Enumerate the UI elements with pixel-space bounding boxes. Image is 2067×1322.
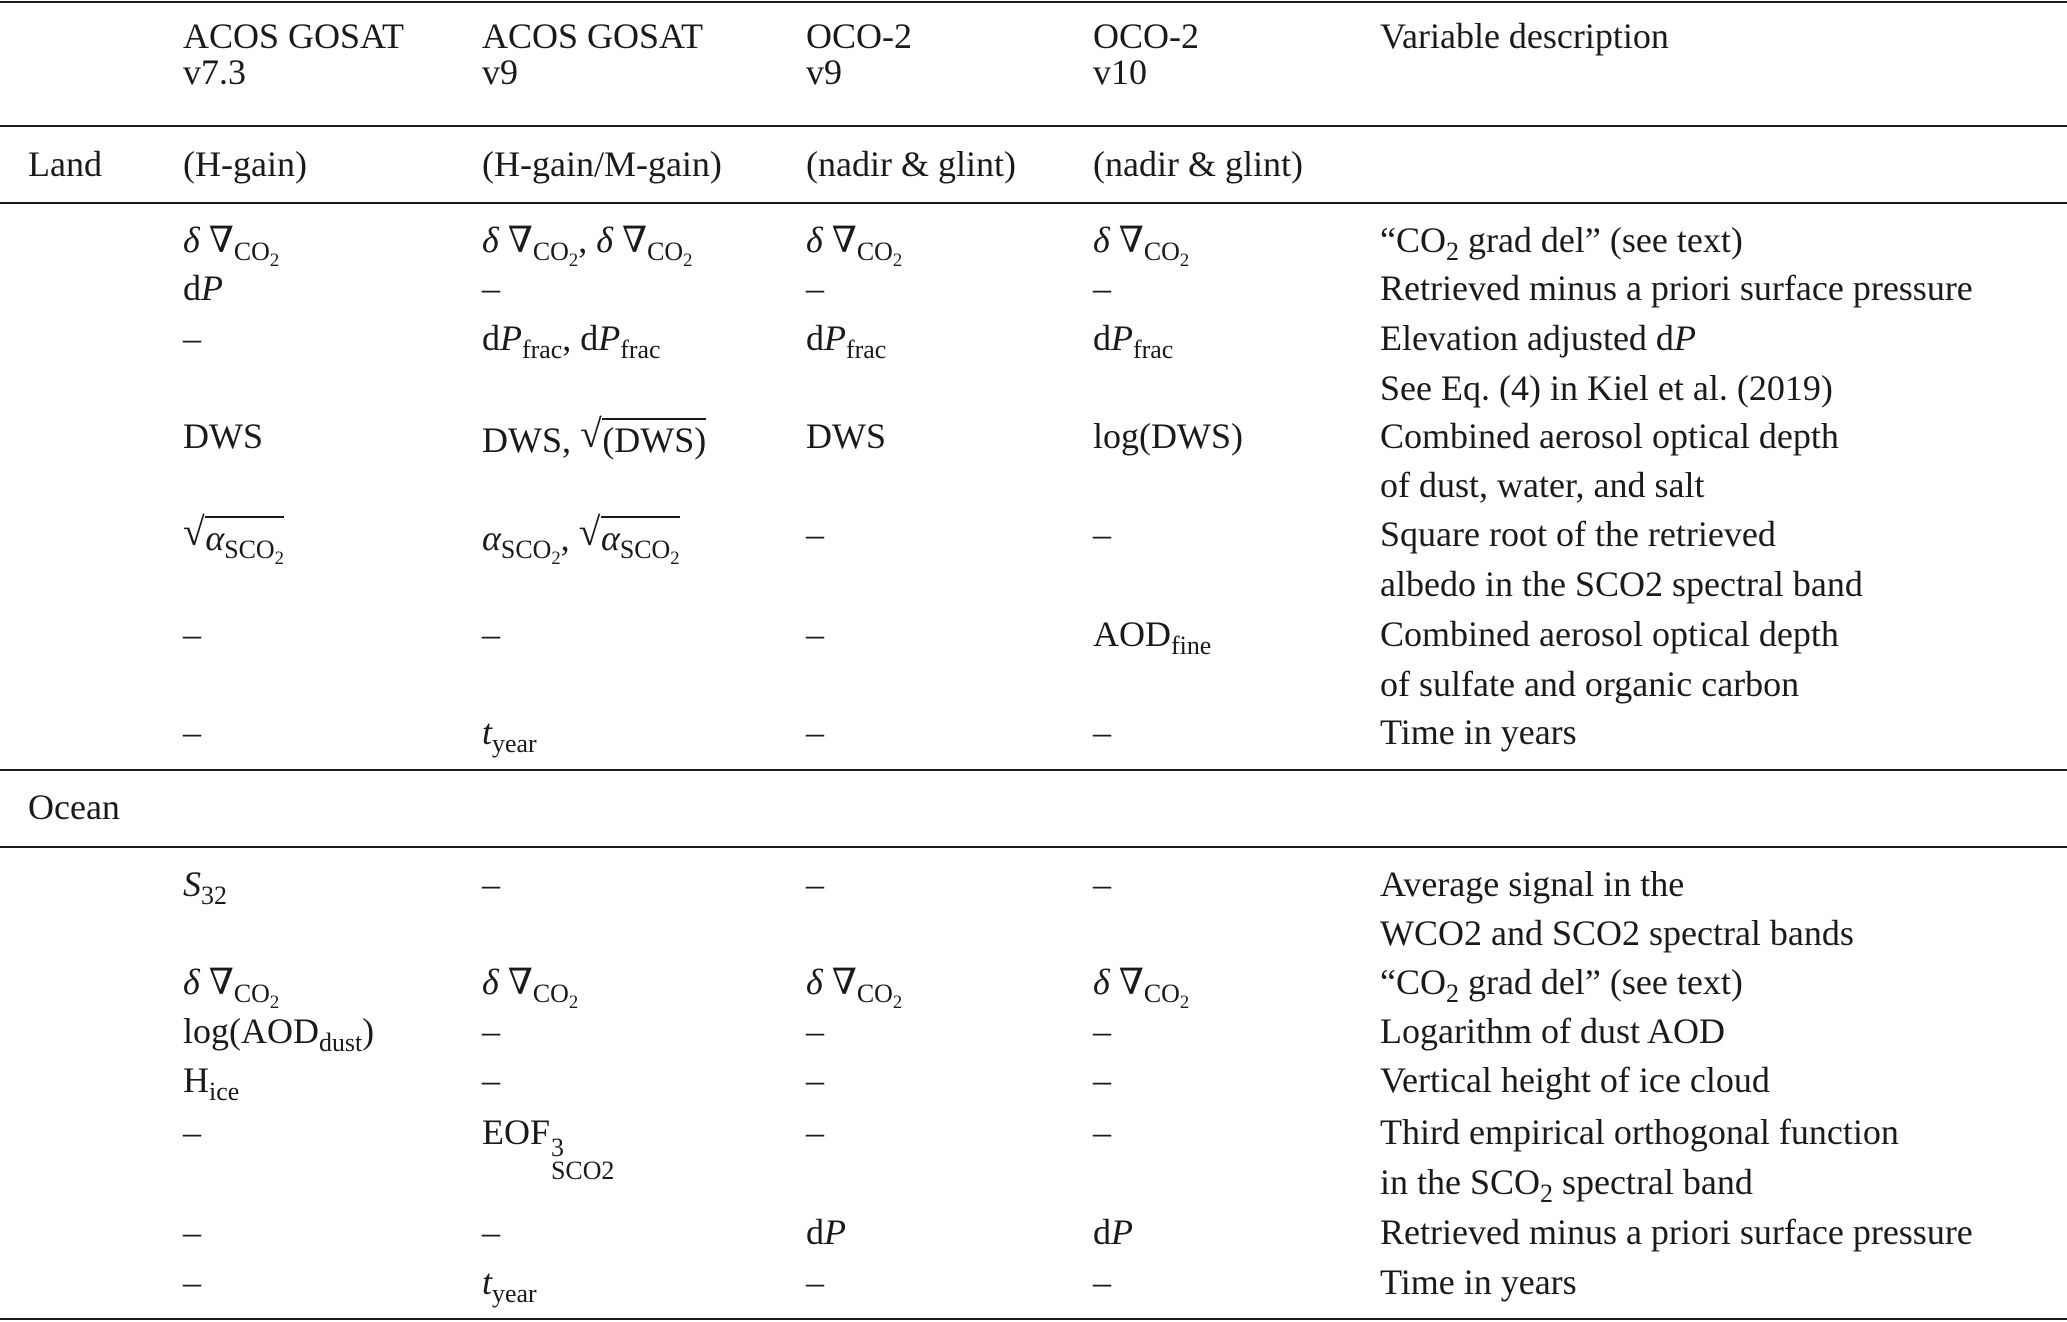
land-desc-co2-grad-del: “$CO_2$ grad del” (see text) [1380,220,1743,267]
header-acos-v9: ACOS GOSAT v9 [482,16,704,92]
ocean-delta-grad-oco2-v10: δ $\nabla_{CO_2}$ [1093,962,1190,1014]
ocean-hice-oco2-v9: – [806,1060,824,1100]
land-delta-grad-oco2-v10: δ $\nabla_{CO_2}$ [1093,220,1190,272]
ocean-dp-acos-v73: – [183,1212,201,1252]
ocean-desc-h-ice: Vertical height of ice cloud [1380,1060,1770,1100]
ocean-s32-oco2-v10: – [1093,864,1111,904]
land-dp-acos-v73: dP [183,268,223,308]
land-aodfine-acos-v73: – [183,614,201,654]
ocean-dp-oco2-v10: dP [1093,1212,1133,1252]
ocean-s32-acos-v73: $S_{32}$ [183,864,227,911]
ocean-delta-grad-acos-v9: δ $\nabla_{CO_2}$ [482,962,579,1014]
header-rule [0,125,2067,127]
land-albedo-oco2-v10: – [1093,514,1111,554]
ocean-delta-grad-acos-v73: δ $\nabla_{CO_2}$ [183,962,280,1014]
land-aodfine-oco2-v9: – [806,614,824,654]
ocean-eof-acos-v9: EOF 3 SCO2 [482,1112,615,1185]
land-dp-oco2-v9: – [806,268,824,308]
land-dws-acos-v9: DWS, √ (DWS) [482,411,707,460]
ocean-dp-acos-v9: – [482,1212,500,1252]
ocean-hice-acos-v73: $H_{ice}$ [183,1060,240,1107]
land-tyear-oco2-v9: – [806,712,824,752]
land-desc-dpfrac-2: See Eq. (4) in Kiel et al. (2019) [1380,368,1833,408]
land-mode-oco2-v9: (nadir & glint) [806,144,1016,184]
ocean-s32-acos-v9: – [482,864,500,904]
ocean-tyear-oco2-v9: – [806,1262,824,1302]
land-mode-acos-v9: (H-gain/M-gain) [482,144,722,184]
land-desc-dws-1: Combined aerosol optical depth [1380,416,1839,456]
land-desc-dp: Retrieved minus a priori surface pressure [1380,268,1973,308]
section-land-label: Land [28,144,102,184]
ocean-desc-eof-2: in the $SCO_2$ spectral band [1380,1162,1753,1209]
header-oco2-v9: OCO-2 v9 [806,16,912,92]
land-dws-oco2-v10: log(DWS) [1093,416,1243,456]
land-aodfine-oco2-v10: $AOD_{fine}$ [1093,614,1212,661]
header-acos-v73: ACOS GOSAT v7.3 [183,16,405,92]
land-dp-oco2-v10: – [1093,268,1111,308]
ocean-desc-s32-2: WCO2 and SCO2 spectral bands [1380,913,1854,953]
land-tyear-acos-v9: $t_{year}$ [482,712,537,759]
ocean-desc-tyear: Time in years [1380,1262,1577,1302]
top-rule [0,1,2067,3]
land-dws-acos-v73: DWS [183,416,263,456]
land-dpfrac-acos-v73: – [183,318,201,358]
land-aodfine-acos-v9: – [482,614,500,654]
land-dpfrac-oco2-v10: $dP_{frac}$ [1093,318,1174,365]
ocean-aoddust-oco2-v10: – [1093,1011,1111,1051]
ocean-desc-log-aod-dust: Logarithm of dust AOD [1380,1011,1725,1051]
land-desc-tyear: Time in years [1380,712,1577,752]
bottom-rule [0,1318,2067,1320]
land-dp-acos-v9: – [482,268,500,308]
land-albedo-acos-v73: √ $\alpha_{SCO_2}$ [183,509,284,570]
land-mode-acos-v73: (H-gain) [183,144,307,184]
ocean-rule [0,846,2067,848]
ocean-hice-acos-v9: – [482,1060,500,1100]
land-albedo-acos-v9: $\alpha_{SCO_2}$, √ $\alpha_{SCO_2}$ [482,509,680,570]
land-delta-grad-acos-v9: δ $\nabla_{CO_2}$, δ $\nabla_{CO_2}$ [482,220,693,272]
ocean-eof-oco2-v9: – [806,1112,824,1152]
ocean-tyear-acos-v73: – [183,1262,201,1302]
ocean-delta-grad-oco2-v9: δ $\nabla_{CO_2}$ [806,962,903,1014]
land-albedo-oco2-v9: – [806,514,824,554]
ocean-aoddust-acos-v73: $\log(AOD_{dust})$ [183,1011,375,1058]
land-rule [0,202,2067,204]
ocean-desc-s32-1: Average signal in the [1380,864,1685,904]
land-tyear-oco2-v10: – [1093,712,1111,752]
land-end-rule [0,769,2067,771]
header-variable-description: Variable description [1380,16,1669,56]
section-ocean-label: Ocean [28,787,120,827]
land-delta-grad-acos-v73: δ $\nabla_{CO_2}$ [183,220,280,272]
ocean-tyear-acos-v9: $t_{year}$ [482,1262,537,1309]
land-desc-albedo-2: albedo in the SCO2 spectral band [1380,564,1863,604]
ocean-eof-oco2-v10: – [1093,1112,1111,1152]
ocean-desc-dp: Retrieved minus a priori surface pressure [1380,1212,1973,1252]
ocean-hice-oco2-v10: – [1093,1060,1111,1100]
land-desc-albedo-1: Square root of the retrieved [1380,514,1776,554]
ocean-dp-oco2-v9: dP [806,1212,846,1252]
land-mode-oco2-v10: (nadir & glint) [1093,144,1303,184]
land-delta-grad-oco2-v9: δ $\nabla_{CO_2}$ [806,220,903,272]
ocean-tyear-oco2-v10: – [1093,1262,1111,1302]
land-dpfrac-oco2-v9: $dP_{frac}$ [806,318,887,365]
land-desc-aodfine-2: of sulfate and organic carbon [1380,664,1800,704]
land-desc-dpfrac-1: Elevation adjusted dP [1380,318,1696,358]
land-tyear-acos-v73: – [183,712,201,752]
ocean-eof-acos-v73: – [183,1112,201,1152]
ocean-aoddust-oco2-v9: – [806,1011,824,1051]
header-oco2-v10: OCO-2 v10 [1093,16,1199,92]
land-dws-oco2-v9: DWS [806,416,886,456]
ocean-s32-oco2-v9: – [806,864,824,904]
ocean-desc-eof-1: Third empirical orthogonal function [1380,1112,1899,1152]
land-desc-aodfine-1: Combined aerosol optical depth [1380,614,1839,654]
ocean-desc-co2-grad-del: “$CO_2$ grad del” (see text) [1380,962,1743,1009]
land-dpfrac-acos-v9: $dP_{frac}$, $dP_{frac}$ [482,318,661,365]
ocean-aoddust-acos-v9: – [482,1011,500,1051]
land-desc-dws-2: of dust, water, and salt [1380,465,1705,505]
